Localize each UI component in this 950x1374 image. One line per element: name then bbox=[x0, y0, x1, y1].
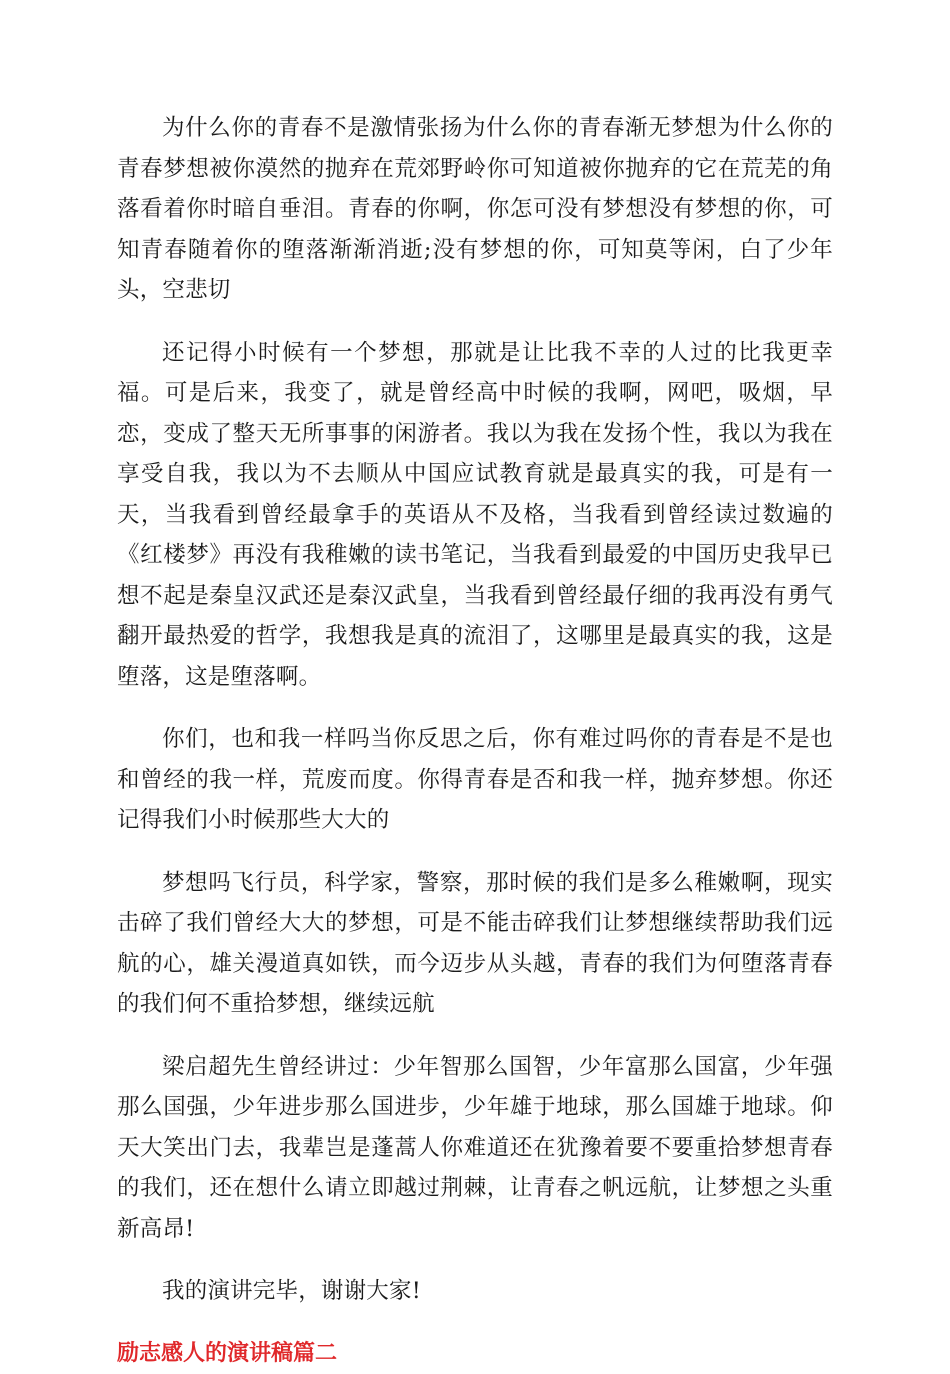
paragraph-youth-dreams: 为什么你的青春不是激情张扬为什么你的青春渐无梦想为什么你的青春梦想被你漠然的抛弃在荒郊野岭你可知道被你抛弃的它在荒芜的角落看着你时暗自垂泪。青春的你啊，你怎可没有梦想没有梦想的你，可知青春随着你的堕落渐渐消逝;没有梦想的你，可知莫等闲，白了少年头，空悲切 bbox=[117, 115, 833, 303]
paragraph-reflection: 你们，也和我一样吗当你反思之后，你有难过吗你的青春是不是也和曾经的我一样，荒废而度。你得青春是否和我一样，抛弃梦想。你还记得我们小时候那些大大的 bbox=[117, 726, 833, 833]
paragraph-closing: 我的演讲完毕，谢谢大家! bbox=[162, 1278, 421, 1304]
paragraph-liang-qichao-quote: 梁启超先生曾经讲过：少年智那么国智，少年富那么国富，少年强那么国强，少年进步那么国进步，少年雄于地球，那么国雄于地球。仰天大笑出门去，我辈岂是蓬蒿人你难道还在犹豫着要不要重拾梦想青春的我们，还在想什么请立即越过荆棘，让青春之帆远航，让梦想之头重新高昂! bbox=[117, 1053, 833, 1242]
paragraph-dreams-continue: 梦想吗飞行员，科学家，警察，那时候的我们是多么稚嫩啊，现实击碎了我们曾经大大的梦想，可是不能击碎我们让梦想继续帮助我们远航的心，雄关漫道真如铁，而今迈步从头越，青春的我们为何堕落青春的我们何不重拾梦想，继续远航 bbox=[117, 869, 833, 1017]
paragraph-childhood-dream: 还记得小时候有一个梦想，那就是让比我不幸的人过的比我更幸福。可是后来，我变了，就是曾经高中时候的我啊，网吧，吸烟，早恋，变成了整天无所事事的闲游者。我以为我在发扬个性，我以为我在享受自我，我以为不去顺从中国应试教育就是最真实的我，可是有一天，当我看到曾经最拿手的英语从不及格，当我看到曾经读过数遍的《红楼梦》再没有我稚嫩的读书笔记，当我看到最爱的中国历史我早已想不起是秦皇汉武还是秦汉武皇，当我看到曾经最仔细的我再没有勇气翻开最热爱的哲学，我想我是真的流泪了，这哪里是最真实的我，这是堕落，这是堕落啊。 bbox=[117, 339, 833, 690]
section-heading: 励志感人的演讲稿篇二 bbox=[117, 1340, 338, 1366]
document-body bbox=[117, 108, 833, 1374]
